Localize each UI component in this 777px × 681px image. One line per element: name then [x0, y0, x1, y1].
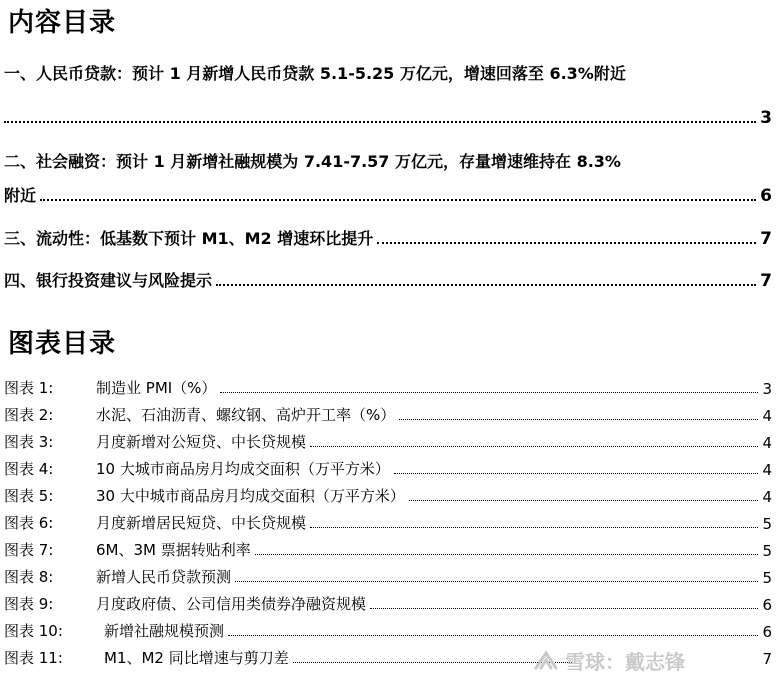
- figure-number: 图表 7:: [4, 541, 54, 559]
- leader-dots: [377, 241, 756, 244]
- figure-title: 30 大中城市商品房月均成交面积（万平方米）: [96, 487, 405, 505]
- toc-entry-3[interactable]: [4, 223, 772, 249]
- figure-page-number: 3: [762, 380, 772, 398]
- toc-entry-text: 三、流动性：低基数下预计 M1、M2 增速环比提升: [4, 226, 373, 249]
- leader-dots: [40, 198, 756, 201]
- leader-dots: [310, 445, 758, 447]
- figure-number: 图表 10:: [4, 622, 63, 640]
- figure-title: 水泥、石油沥青、螺纹钢、高炉开工率（%）: [96, 406, 396, 424]
- figure-entry[interactable]: [4, 592, 772, 614]
- figure-number: 图表 8:: [4, 568, 54, 586]
- figure-title: 新增人民币贷款预测: [96, 568, 232, 586]
- leader-dots: [220, 391, 758, 393]
- toc-entry-4[interactable]: [4, 265, 772, 291]
- leader-dots: [255, 553, 759, 555]
- leader-dots: [409, 499, 759, 501]
- figure-title: 月度新增对公短贷、中长贷规模: [96, 433, 307, 451]
- figure-number: 图表 6:: [4, 514, 54, 532]
- figure-number: 图表 1:: [4, 379, 54, 397]
- figure-entry[interactable]: [4, 538, 772, 560]
- toc-entry-1-continued[interactable]: [4, 102, 772, 128]
- figure-entry[interactable]: [4, 619, 772, 641]
- figure-title: 月度政府债、公司信用类债券净融资规模: [96, 595, 367, 613]
- leader-dots: [4, 120, 756, 123]
- figure-entry[interactable]: [4, 403, 772, 425]
- figure-number: 图表 4:: [4, 460, 54, 478]
- figure-title: 月度新增居民短贷、中长贷规模: [96, 514, 307, 532]
- toc-entry-text: 四、银行投资建议与风险提示: [4, 268, 212, 291]
- toc-page-number: 7: [760, 271, 772, 291]
- toc-entry-text: 附近: [4, 183, 36, 206]
- figure-number: 图表 11:: [4, 649, 63, 667]
- figure-page-number: 4: [762, 488, 772, 506]
- figure-entry[interactable]: [4, 565, 772, 587]
- leader-dots: [394, 472, 759, 474]
- charts-heading: 图表目录: [8, 329, 117, 359]
- figure-title: 新增社融规模预测: [104, 622, 225, 640]
- figure-entry[interactable]: [4, 511, 772, 533]
- leader-dots: [235, 580, 758, 582]
- figure-page-number: 6: [762, 623, 772, 641]
- leader-dots: [293, 661, 573, 663]
- figure-entry[interactable]: [4, 430, 772, 452]
- leader-dots: [310, 526, 758, 528]
- toc-entry-2[interactable]: [4, 146, 772, 172]
- watermark-text: 雪球：戴志锋: [565, 650, 685, 674]
- toc-page-number: 6: [760, 186, 772, 206]
- figure-number: 图表 2:: [4, 406, 54, 424]
- leader-dots: [216, 283, 756, 286]
- figure-title: M1、M2 同比增速与剪刀差: [104, 649, 289, 667]
- figure-page-number: 6: [762, 596, 772, 614]
- figure-number: 图表 9:: [4, 595, 54, 613]
- figure-page-number: 4: [762, 434, 772, 452]
- watermark: [533, 646, 685, 675]
- leader-dots: [399, 418, 758, 420]
- figure-page-number: 4: [762, 407, 772, 425]
- figure-page-number: 7: [762, 650, 772, 668]
- toc-page-number: 7: [760, 229, 772, 249]
- toc-page-number: 3: [760, 108, 772, 128]
- toc-entry-text: 一、人民币贷款：预计 1 月新增人民币贷款 5.1-5.25 万亿元，增速回落至 6.3%附近: [4, 61, 626, 84]
- leader-dots: [228, 634, 758, 636]
- figure-number: 图表 5:: [4, 487, 54, 505]
- toc-entry-2-continued[interactable]: [4, 180, 772, 206]
- figure-title: 10 大城市商品房月均成交面积（万平方米）: [96, 460, 390, 478]
- figure-entry[interactable]: [4, 457, 772, 479]
- figure-entry[interactable]: [4, 376, 772, 398]
- figure-title: 制造业 PMI（%）: [96, 379, 217, 397]
- figure-page-number: 5: [762, 542, 772, 560]
- leader-dots: [370, 607, 758, 609]
- figure-number: 图表 3:: [4, 433, 54, 451]
- snowball-logo-icon: [533, 650, 559, 672]
- figure-page-number: 5: [762, 569, 772, 587]
- figure-title: 6M、3M 票据转贴利率: [96, 541, 251, 559]
- contents-heading: 内容目录: [8, 8, 117, 38]
- figure-page-number: 4: [762, 461, 772, 479]
- figure-page-number: 5: [762, 515, 772, 533]
- toc-entry-1[interactable]: [4, 58, 772, 84]
- toc-entry-text: 二、社会融资：预计 1 月新增社融规模为 7.41-7.57 万亿元，存量增速维持在 8.3%: [4, 149, 621, 172]
- figure-entry[interactable]: [4, 484, 772, 506]
